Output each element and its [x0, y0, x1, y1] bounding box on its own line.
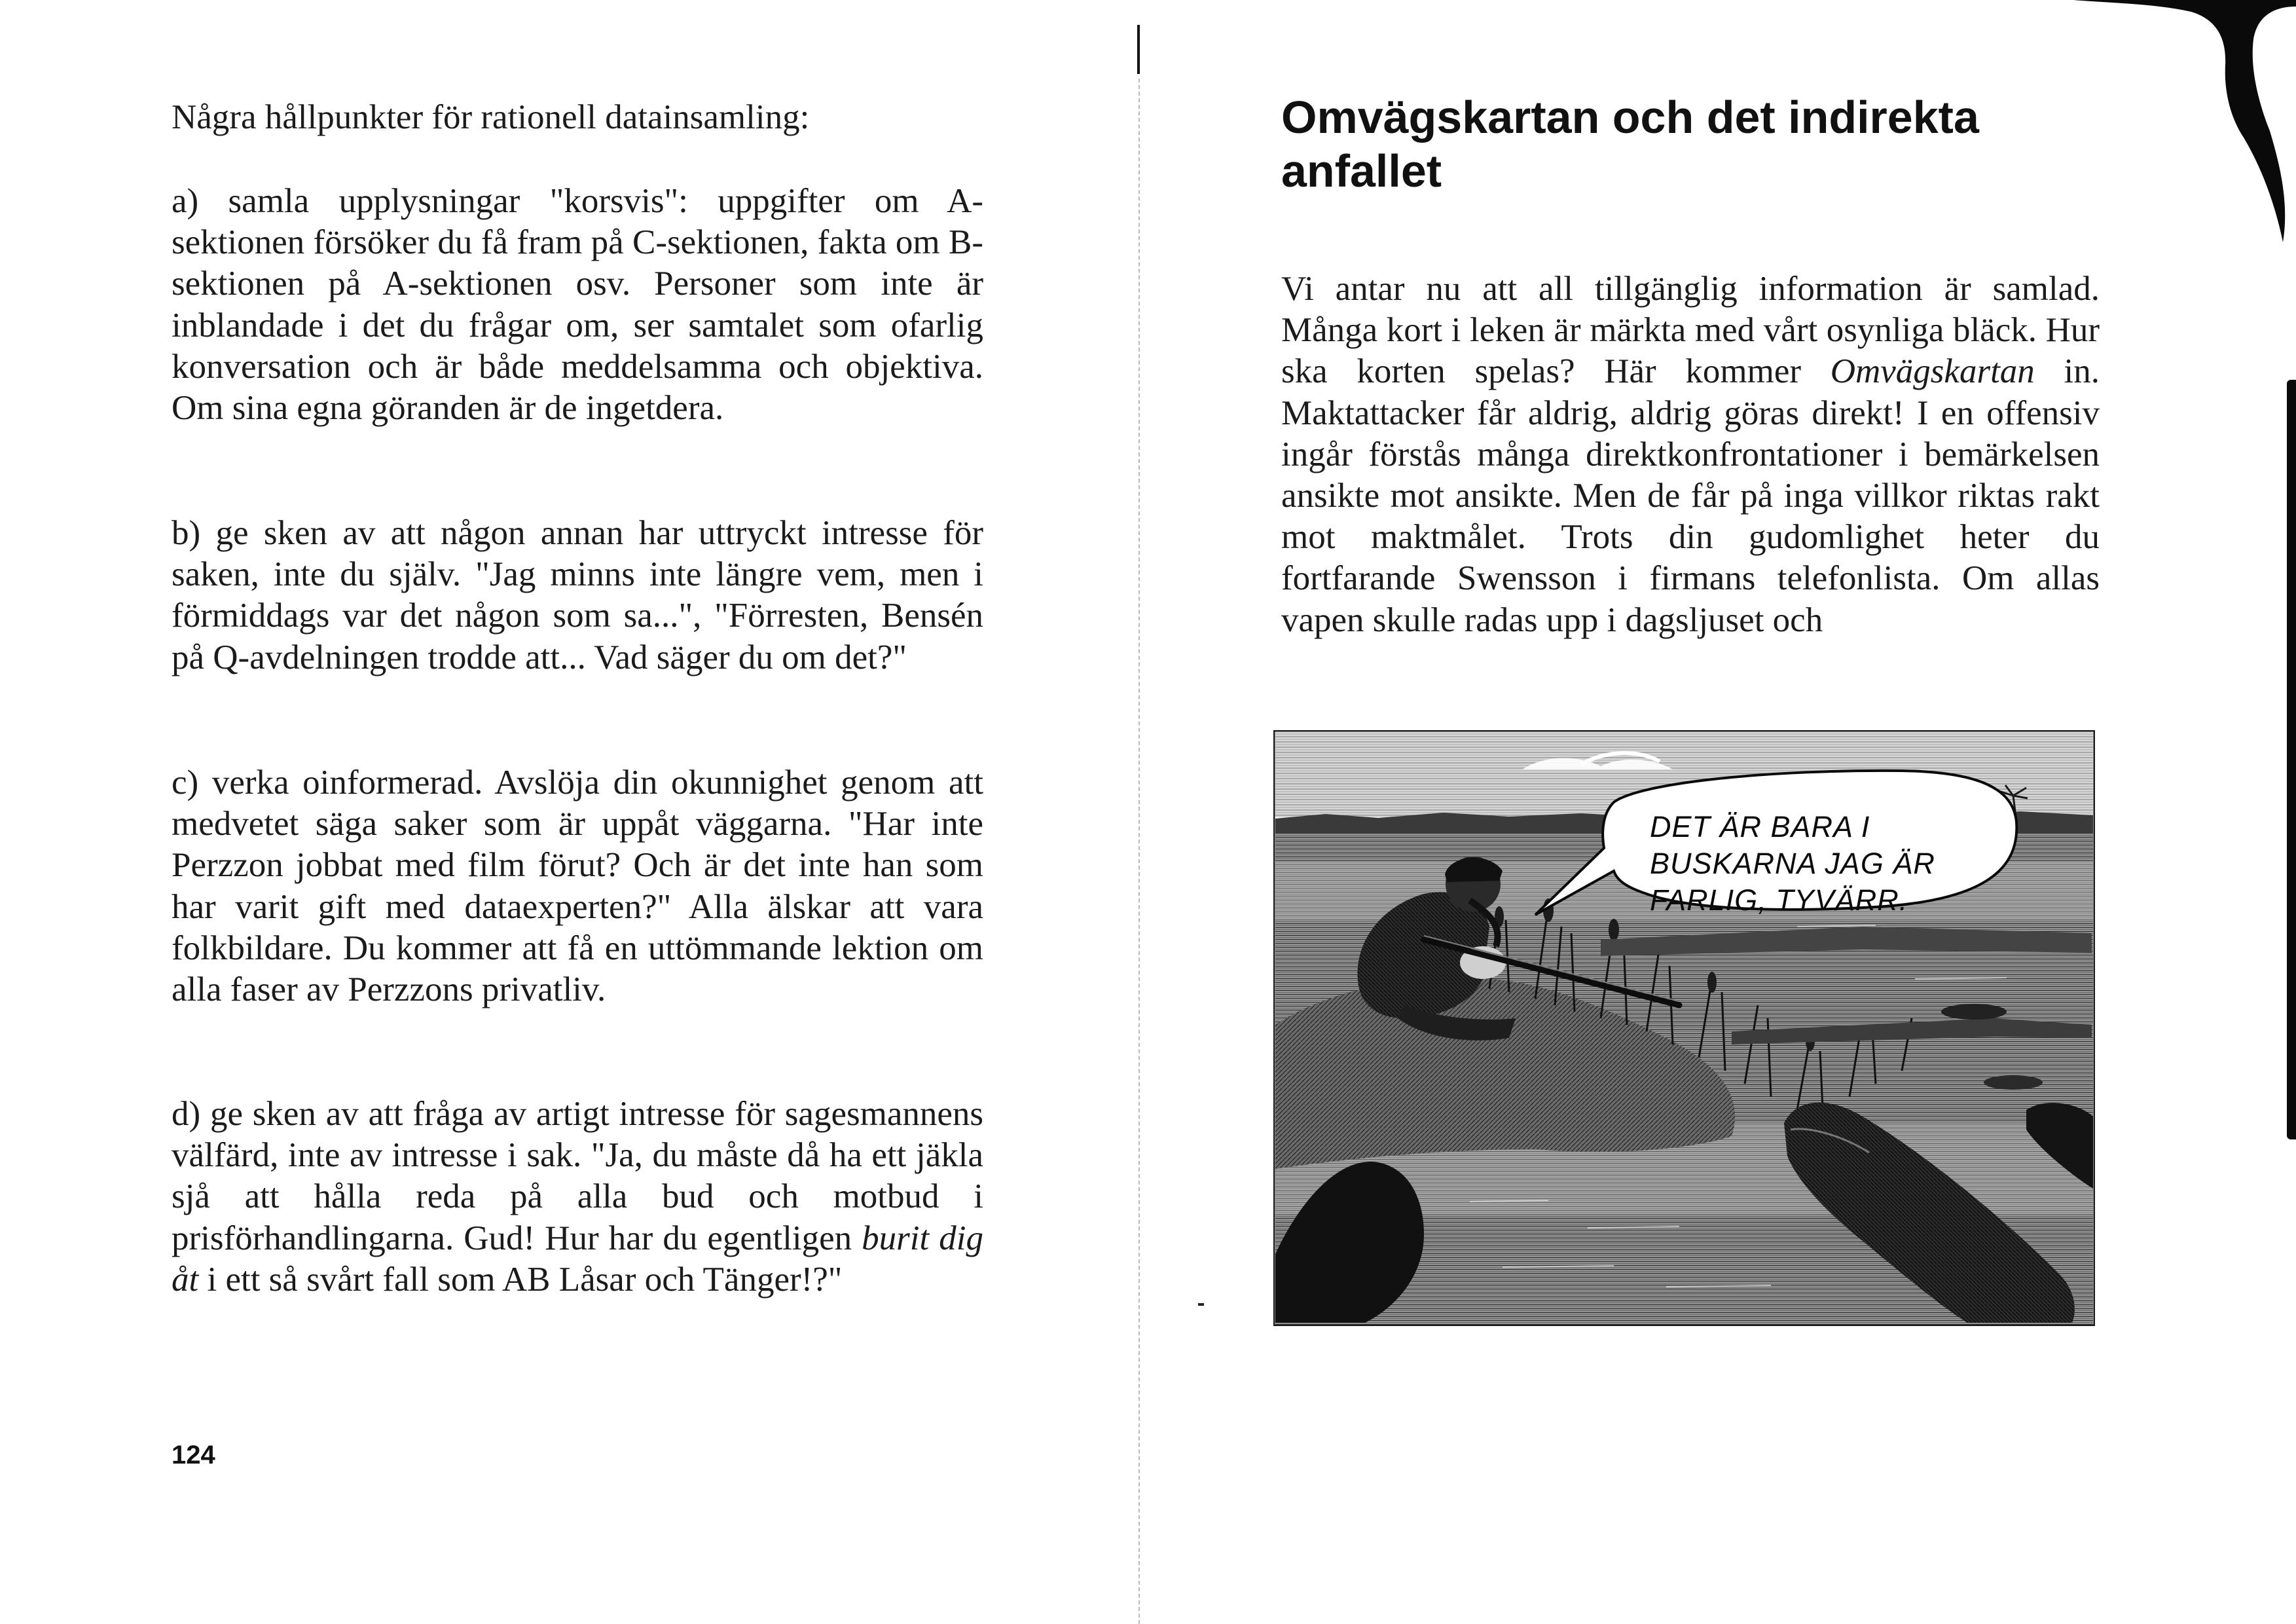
engraving-illustration	[1273, 730, 2095, 1326]
paragraph-d	[172, 1094, 983, 1301]
paragraph-d-text-end: i ett så svårt fall som AB Låsar och Tänger!?"	[198, 1260, 843, 1299]
speech-bubble-text: DET ÄR BARA I BUSKARNA JAG ÄR FARLIG, TYVÄRR.	[1650, 810, 1935, 917]
scan-shadow-top-right	[2021, 0, 2296, 262]
croc-head	[1941, 1004, 2007, 1020]
right-body-end: in. Maktattacker får aldrig, aldrig göras direkt! I en offensiv ingår förstås många direktkonfrontationer i bemärkelsen ansikte mot ansikte. Men de får på inga villkor riktas rakt mot maktmålet. Trots din gudomlighet heter du fortfarande Swensson i firmans telefonlista. Om allas vapen skulle radas upp i dagsljuset och	[1281, 352, 2100, 639]
paragraph-b: b) ge sken av att någon annan har uttryckt intresse för saken, inte du själv. "Jag minns inte längre vem, men i förmiddags var det någon som sa...", "Förresten, Bensén på Q-avdelningen trodde att... Vad säger du om det?"	[172, 514, 983, 676]
intro-line: Några hållpunkter för rationell datainsamling:	[172, 98, 810, 136]
page-number: 124	[172, 1441, 215, 1469]
gutter-fold	[1139, 79, 1140, 1624]
paragraph-d-italic: burit dig åt	[172, 1219, 983, 1299]
croc-head	[1984, 1075, 2043, 1090]
left-page	[172, 0, 983, 1624]
paragraph-d-text: d) ge sken av att fråga av artigt intresse för sagesmannens välfärd, inte av intresse i sak. "Ja, du måste då ha ett jäkla sjå att hålla reda på alla bud och motbud i prisförhandlingarna. Gud! Hur har du egentligen	[172, 1095, 983, 1257]
chapter-title: Omvägskartan och det indirekta anfallet	[1281, 92, 1979, 196]
right-body-text	[1281, 268, 2100, 641]
right-body-italic: Omvägskartan	[1830, 352, 2035, 391]
scan-shadow-right-edge	[2287, 380, 2296, 1139]
gutter-line	[1137, 25, 1140, 74]
paragraph-a: a) samla upplysningar "korsvis": uppgifter om A-sektionen försöker du få fram på C-sektionen, fakta om B-sektionen på A-sektionen osv. Personer som inte är inblandade i det du frågar om, ser samtalet som ofarlig konversation och är både meddelsamma och objektiva. Om sina egna göranden är de ingetdera.	[172, 182, 983, 428]
right-body-start: Vi antar nu att all tillgänglig information är samlad. Många kort i leken är märkta med vårt osynliga bläck. Hur ska korten spelas? Här kommer	[1281, 270, 2100, 391]
paragraph-c: c) verka oinformerad. Avslöja din okunnighet genom att medvetet säga saker som är uppåt väggarna. "Har inte Perzzon jobbat med film förut? Och är det inte han som har varit gift med dataexperten?" Alla älskar att vara folkbildare. Du kommer att få en uttömmande lektion om alla faser av Perzzons privatliv.	[172, 764, 983, 1009]
scan-speck	[1198, 1303, 1204, 1306]
